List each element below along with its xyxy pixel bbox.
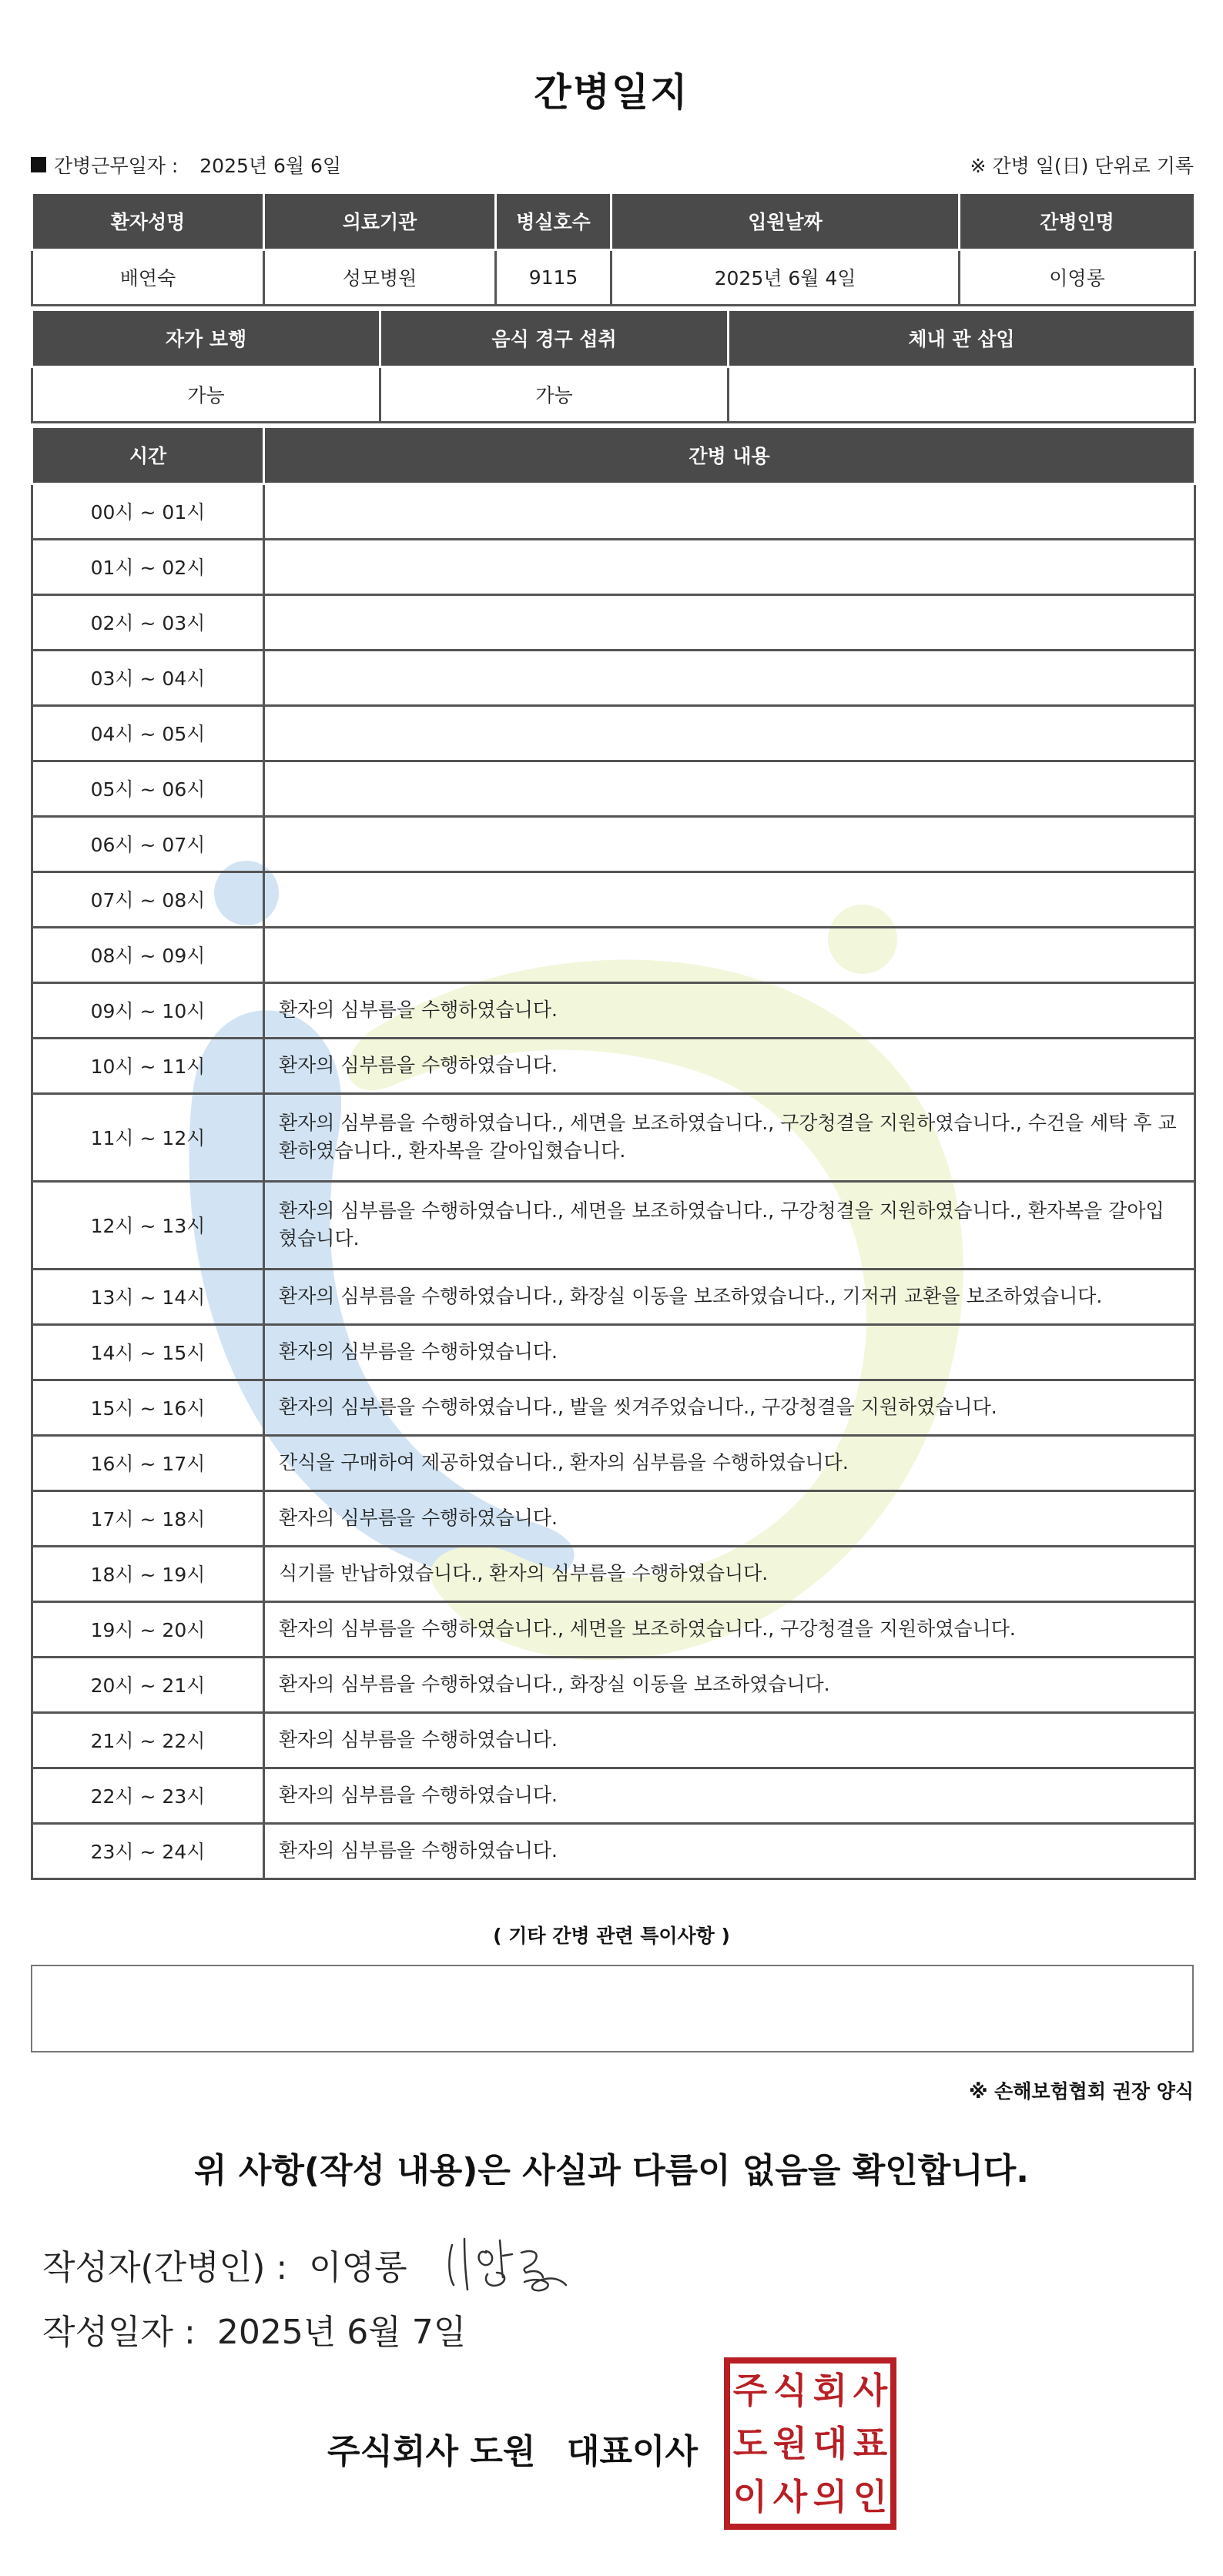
record-note: ※ 간병 일(日) 단위로 기록	[970, 155, 1194, 177]
walking-status: 가능	[32, 366, 380, 422]
log-time: 20시 ~ 21시	[32, 1657, 264, 1712]
company-name: 주식회사 도원	[327, 2432, 536, 2471]
log-content	[264, 816, 1195, 871]
log-time: 03시 ~ 04시	[32, 650, 264, 705]
log-time: 05시 ~ 06시	[32, 761, 264, 816]
writer-name: 이영롱	[309, 2248, 407, 2287]
log-content	[264, 705, 1195, 761]
header-care-content: 간병 내용	[264, 428, 1195, 483]
admission-date: 2025년 6월 4일	[612, 249, 960, 305]
square-bullet-icon	[31, 157, 46, 172]
log-time: 16시 ~ 17시	[32, 1435, 264, 1490]
seal-char: 표	[853, 2422, 888, 2464]
table-row	[32, 1490, 1195, 1546]
log-content: 환자의 심부름을 수행하였습니다.	[264, 1768, 1195, 1823]
patient-status-table	[31, 311, 1196, 423]
log-time: 19시 ~ 20시	[32, 1601, 264, 1657]
company-seal	[724, 2357, 896, 2530]
written-date-label: 작성일자 :	[42, 2313, 196, 2352]
log-content	[264, 761, 1195, 816]
table-row	[32, 539, 1195, 594]
log-content: 환자의 심부름을 수행하였습니다.	[264, 1324, 1195, 1380]
table-row	[32, 1324, 1195, 1380]
handwritten-signature	[438, 2230, 577, 2299]
seal-char: 주	[732, 2369, 768, 2411]
log-content: 환자의 심부름을 수행하였습니다., 화장실 이동을 보조하였습니다.	[264, 1657, 1195, 1712]
written-date-row	[42, 2304, 466, 2354]
table-row	[32, 1181, 1195, 1269]
log-content	[264, 483, 1195, 539]
table-row	[32, 594, 1195, 650]
seal-char: 사	[853, 2369, 888, 2411]
header-patient-name: 환자성명	[32, 194, 264, 249]
table-row	[32, 1712, 1195, 1768]
log-time: 15시 ~ 16시	[32, 1380, 264, 1435]
patient-info-table	[31, 194, 1196, 306]
room-number: 9115	[496, 249, 612, 305]
log-time: 14시 ~ 15시	[32, 1324, 264, 1380]
log-content	[264, 594, 1195, 650]
care-log-table	[31, 428, 1196, 1880]
log-time: 22시 ~ 23시	[32, 1768, 264, 1823]
seal-char: 회	[813, 2369, 848, 2411]
log-content: 환자의 심부름을 수행하였습니다.	[264, 1712, 1195, 1768]
log-content: 환자의 심부름을 수행하였습니다., 화장실 이동을 보조하였습니다., 기저귀 교환을 보조하였습니다.	[264, 1269, 1195, 1324]
written-date-value: 2025년 6월 7일	[216, 2313, 467, 2352]
log-time: 13시 ~ 14시	[32, 1269, 264, 1324]
table-row	[32, 816, 1195, 871]
table-row	[32, 1601, 1195, 1657]
log-time: 01시 ~ 02시	[32, 539, 264, 594]
log-content	[264, 539, 1195, 594]
work-date-value: 2025년 6월 6일	[199, 155, 342, 177]
header-time: 시간	[32, 428, 264, 483]
log-time: 04시 ~ 05시	[32, 705, 264, 761]
header-tube: 체내 관 삽입	[729, 311, 1195, 366]
oral-intake-status: 가능	[380, 366, 729, 422]
notes-box	[31, 1965, 1194, 2052]
log-time: 09시 ~ 10시	[32, 982, 264, 1038]
table-row	[32, 982, 1195, 1038]
seal-char: 이	[732, 2476, 768, 2518]
seal-char: 사	[772, 2476, 808, 2518]
log-time: 12시 ~ 13시	[32, 1181, 264, 1269]
table-row	[32, 1823, 1195, 1878]
work-date	[31, 151, 341, 179]
table-row	[32, 1380, 1195, 1435]
seal-char: 의	[813, 2476, 848, 2518]
log-time: 17시 ~ 18시	[32, 1490, 264, 1546]
header-room: 병실호수	[496, 194, 612, 249]
log-time: 02시 ~ 03시	[32, 594, 264, 650]
hospital: 성모병원	[264, 249, 496, 305]
table-row	[32, 483, 1195, 539]
recommendation-note: ※ 손해보험협회 권장 양식	[969, 2080, 1194, 2103]
log-time: 18시 ~ 19시	[32, 1546, 264, 1601]
writer-label: 작성자(간병인) :	[42, 2248, 288, 2287]
seal-char: 원	[772, 2422, 808, 2464]
table-row	[32, 761, 1195, 816]
log-content	[264, 650, 1195, 705]
work-date-label: 간병근무일자 :	[54, 155, 179, 177]
header-hospital: 의료기관	[264, 194, 496, 249]
log-content: 환자의 심부름을 수행하였습니다., 세면을 보조하였습니다., 구강청결을 지원하였습니다., 수건을 세탁 후 교환하였습니다., 환자복을 갈아입혔습니다.	[264, 1093, 1195, 1181]
seal-char: 인	[853, 2476, 888, 2518]
table-row	[32, 1657, 1195, 1712]
log-content: 환자의 심부름을 수행하였습니다.	[264, 982, 1195, 1038]
seal-char: 대	[813, 2422, 848, 2464]
table-row	[32, 871, 1195, 927]
log-content: 간식을 구매하여 제공하였습니다., 환자의 심부름을 수행하였습니다.	[264, 1435, 1195, 1490]
log-content: 환자의 심부름을 수행하였습니다., 세면을 보조하였습니다., 구강청결을 지원하였습니다., 환자복을 갈아입혔습니다.	[264, 1181, 1195, 1269]
log-time: 07시 ~ 08시	[32, 871, 264, 927]
log-time: 10시 ~ 11시	[32, 1038, 264, 1093]
table-row	[32, 1768, 1195, 1823]
log-content: 환자의 심부름을 수행하였습니다.	[264, 1490, 1195, 1546]
table-row	[32, 1038, 1195, 1093]
log-content: 환자의 심부름을 수행하였습니다.	[264, 1823, 1195, 1878]
log-time: 00시 ~ 01시	[32, 483, 264, 539]
seal-char: 도	[732, 2422, 768, 2464]
table-row	[32, 1546, 1195, 1601]
table-row	[32, 650, 1195, 705]
caregiver-name: 이영롱	[960, 249, 1195, 305]
header-admission-date: 입원날짜	[612, 194, 960, 249]
tube-status	[729, 366, 1195, 422]
page-title: 간병일지	[534, 70, 689, 115]
log-time: 21시 ~ 22시	[32, 1712, 264, 1768]
log-content	[264, 927, 1195, 982]
log-content	[264, 871, 1195, 927]
writer-row	[42, 2230, 577, 2299]
log-content: 환자의 심부름을 수행하였습니다., 발을 씻겨주었습니다., 구강청결을 지원하였습니다.	[264, 1380, 1195, 1435]
log-content: 환자의 심부름을 수행하였습니다.	[264, 1038, 1195, 1093]
header-caregiver: 간병인명	[960, 194, 1195, 249]
table-row	[32, 1269, 1195, 1324]
log-time: 06시 ~ 07시	[32, 816, 264, 871]
log-time: 23시 ~ 24시	[32, 1823, 264, 1878]
table-row	[32, 927, 1195, 982]
log-content: 식기를 반납하였습니다., 환자의 심부름을 수행하였습니다.	[264, 1546, 1195, 1601]
table-row	[32, 705, 1195, 761]
confirmation-statement: 위 사항(작성 내용)은 사실과 다름이 없음을 확인합니다.	[194, 2151, 1029, 2190]
table-row	[32, 1093, 1195, 1181]
log-content: 환자의 심부름을 수행하였습니다., 세면을 보조하였습니다., 구강청결을 지원하였습니다.	[264, 1601, 1195, 1657]
patient-name: 배연숙	[32, 249, 264, 305]
seal-char: 식	[772, 2369, 808, 2411]
log-time: 11시 ~ 12시	[32, 1093, 264, 1181]
table-row	[32, 1435, 1195, 1490]
notes-title: ( 기타 간병 관련 특이사항 )	[493, 1925, 730, 1947]
header-walking: 자가 보행	[32, 311, 380, 366]
header-oral-intake: 음식 경구 섭취	[380, 311, 729, 366]
ceo-title: 대표이사	[567, 2432, 699, 2471]
log-time: 08시 ~ 09시	[32, 927, 264, 982]
